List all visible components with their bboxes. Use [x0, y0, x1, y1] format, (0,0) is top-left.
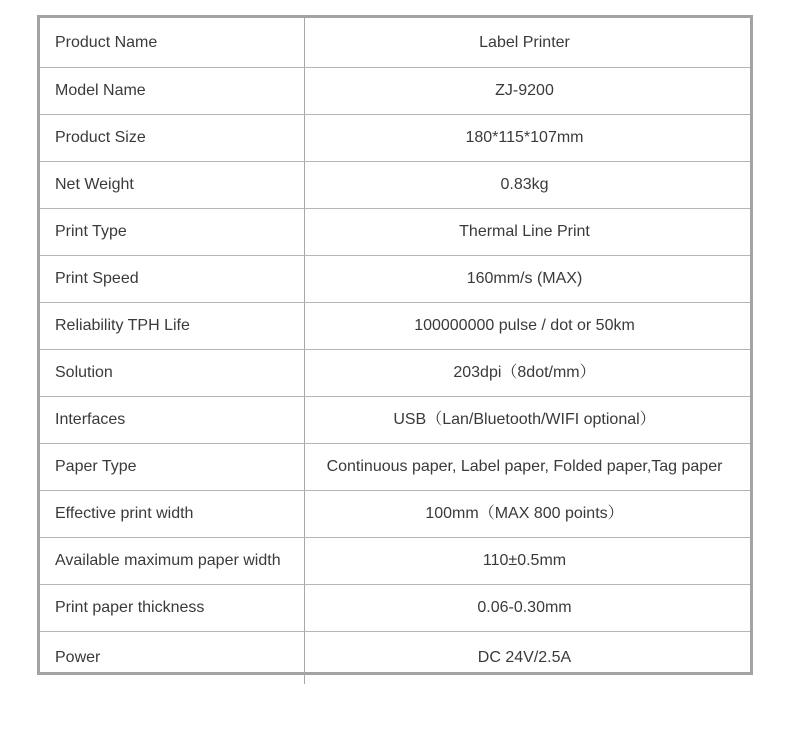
spec-value: 0.06-0.30mm [305, 585, 751, 632]
spec-label: Print Speed [40, 256, 305, 303]
table-row [40, 491, 750, 538]
spec-value: 100mm（MAX 800 points） [305, 491, 751, 538]
spec-value: 110±0.5mm [305, 538, 751, 585]
table-row [40, 303, 750, 350]
table-row [40, 68, 750, 115]
spec-table-frame [37, 15, 753, 675]
spec-label: Print Type [40, 209, 305, 256]
table-row [40, 397, 750, 444]
spec-label: Effective print width [40, 491, 305, 538]
spec-value: ZJ-9200 [305, 68, 751, 115]
table-row [40, 632, 750, 685]
spec-value: 203dpi（8dot/mm） [305, 350, 751, 397]
spec-label: Net Weight [40, 162, 305, 209]
spec-label: Available maximum paper width [40, 538, 305, 585]
spec-label: Product Name [40, 18, 305, 68]
table-row [40, 444, 750, 491]
spec-table [40, 18, 750, 684]
table-row [40, 209, 750, 256]
spec-value: 100000000 pulse / dot or 50km [305, 303, 751, 350]
table-row [40, 538, 750, 585]
spec-label: Paper Type [40, 444, 305, 491]
spec-value: 160mm/s (MAX) [305, 256, 751, 303]
table-row [40, 585, 750, 632]
spec-value: Thermal Line Print [305, 209, 751, 256]
spec-label: Model Name [40, 68, 305, 115]
table-row [40, 350, 750, 397]
spec-value: DC 24V/2.5A [477, 649, 572, 667]
table-row [40, 162, 750, 209]
spec-label: Power [40, 632, 305, 685]
spec-value: 0.83kg [305, 162, 751, 209]
spec-label: Solution [40, 350, 305, 397]
spec-label: Interfaces [40, 397, 305, 444]
spec-value: USB（Lan/Bluetooth/WIFI optional） [305, 397, 751, 444]
spec-value: Continuous paper, Label paper, Folded paper,Tag paper [305, 444, 751, 491]
spec-label: Reliability TPH Life [40, 303, 305, 350]
spec-label: Product Size [40, 115, 305, 162]
spec-value: Label Printer [305, 18, 751, 68]
spec-label: Print paper thickness [40, 585, 305, 632]
table-row [40, 115, 750, 162]
spec-value: 180*115*107mm [305, 115, 751, 162]
table-row [40, 256, 750, 303]
table-row [40, 18, 750, 68]
